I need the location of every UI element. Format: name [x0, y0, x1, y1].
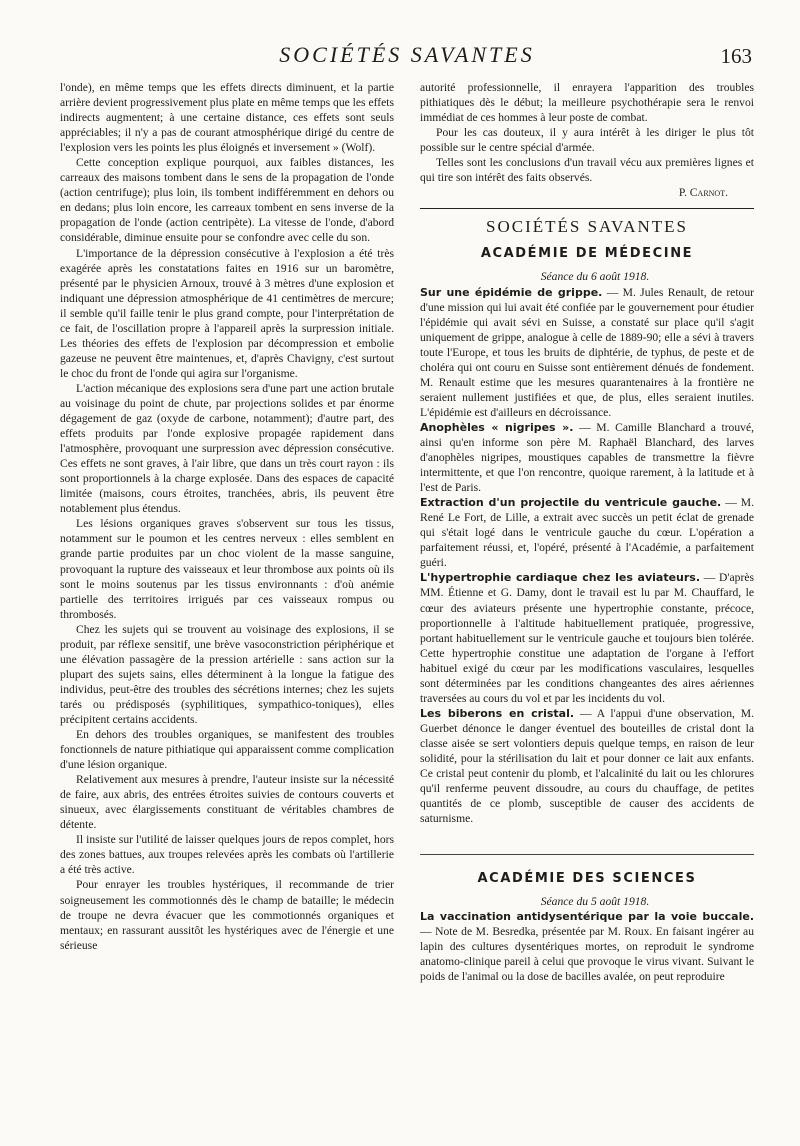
- item-text: — M. René Le Fort, de Lille, a extrait avec succès un petit éclat de grenade qui s'était logé dans le ventricule gauche du cœur. L'opération a parfaitement réussi, et, l'opéré, présenté à l'Académie, a parfaitement guéri.: [420, 496, 754, 570]
- paragraph: Relativement aux mesures à prendre, l'auteur insiste sur la nécessité de faire, aux abris, des entrées étroites suivies de contours couverts et sinueux, avec élargissements constituant de véritables chambres de détente.: [60, 773, 394, 832]
- seance-date: Séance du 5 août 1918.: [540, 895, 650, 909]
- seance-date: Séance du 6 août 1918.: [540, 270, 650, 284]
- page-number: 163: [720, 44, 752, 68]
- academie-medecine-title: ACADÉMIE DE MÉDECINE: [480, 246, 694, 262]
- item-heading: Anophèles « nigripes ».: [420, 420, 574, 434]
- news-item: [420, 285, 754, 420]
- right-column: [420, 80, 754, 985]
- item-text: — Note de M. Besredka, présentée par M. Roux. En faisant ingérer au lapin des cultures dysentériques mortes, on reproduit le syndrome anatomo-clinique pareil à celui que provoque le virus vivant. Suivant le poids de l'animal ou la dose de bacilles avalée, on peut reproduire: [420, 925, 754, 984]
- paragraph: Il insiste sur l'utilité de laisser quelques jours de repos complet, hors des zones battues, aux troupes relevées après les combats où l'artillerie a été très active.: [60, 833, 394, 877]
- news-item: [420, 909, 754, 984]
- paragraph: L'importance de la dépression consécutive à l'explosion a été très exagérée après les constatations faites en 1916 sur un baromètre, présenté par le physicien Arnoux, trouvé à 3 mètres d'une explosion et indiquant une dépression atmosphérique de 41 centimètres de mercure; il semble qu'il faille tenir le plus grand compte, pour l'interprétation de ce fait, de l'oscillation propre à l'appareil après la surpression initiale. Les théories des effets de l'explosion par décompression et embolie gazeuse ne peuvent être maintenues, et, d'après Chavigny, c'est surtout le choc du front de l'onde qui agira sur l'organisme.: [60, 246, 394, 380]
- paragraph: Les lésions organiques graves s'observent sur tous les tissus, notamment sur le poumon et les centres nerveux : elles semblent en grande partie produites par un choc violent de la masse sanguine, provoquant la rupture des vaisseaux et leur thrombose aux points où ils sont le moins soutenus par les tissus environnants : d'où anémie partielle des territoires irrigués par ces vaisseaux rompus ou thrombosés.: [60, 517, 394, 621]
- paragraph: En dehors des troubles organiques, se manifestent des troubles fonctionnels de nature pithiatique qui apparaissent comme complication d'une lésion organique.: [60, 728, 394, 772]
- section-title: SOCIÉTÉS SAVANTES: [486, 217, 688, 237]
- running-head: [60, 40, 754, 74]
- paragraph: l'onde), en même temps que les effets directs diminuent, et la partie arrière devient progressivement plus plate en même temps que les effets indirects augmentent; à une certaine distance, ces effets sont seuls appréciables; il n'y a pas de courant atmosphérique dirigé du centre de l'explosion vers les points les plus éloignés et inversement » (Wolf).: [60, 81, 394, 155]
- news-item: [420, 495, 754, 570]
- academie-sciences-title: ACADÉMIE DES SCIENCES: [477, 871, 697, 887]
- item-text: — A l'appui d'une observation, M. Guerbet dénonce le danger éventuel des bouteilles de cristal dont la classe aisée se sert volontiers depuis quelque temps, en raison de leur solidité, pour la stérilisation du lait et pour donner ce lait aux enfants. Ce cristal peut contenir du plomb, et l'alcalinité du lait ou les chlorures qu'il renferme peuvent dissoudre, au cours du chauffage, de petites quantités de ce plomb, susceptible de causer des accidents de saturnisme.: [420, 706, 754, 826]
- paragraph: Pour enrayer les troubles hystériques, il recommande de trier soigneusement les commotionnés dès le champ de bataille; le médecin de troupe ne devra évacuer que les commotionnés organiques et mentaux; en rassurant aussitôt les hystériques avec de l'énergie et une sérieuse: [60, 878, 394, 952]
- two-column-body: [60, 80, 754, 985]
- news-item: [420, 706, 754, 826]
- paragraph: autorité professionnelle, il enrayera l'apparition des troubles pithiatiques dès le début; la meilleure psychothérapie sera le renvoi immédiat de ces hommes à leur poste de combat.: [420, 81, 754, 125]
- item-heading: Les biberons en cristal.: [420, 706, 575, 720]
- left-column: [60, 80, 394, 985]
- subsection-divider: [420, 854, 754, 855]
- paragraph: Chez les sujets qui se trouvent au voisinage des explosions, il se produit, par réflexe sensitif, une brève vasoconstriction périphérique et une élévation passagère de la pression artérielle : sans action sur la plupart des sujets sains, elles déterminent à la longue la fatigue des individus, peut-être des troubles des sécrétions internes; chez les sujets tarés ou prédisposés (syphilitiques, sympathico-toniques), elles précipitent certains accidents.: [60, 622, 394, 726]
- item-heading: L'hypertrophie cardiaque chez les aviateurs.: [420, 571, 701, 585]
- item-text: — M. Camille Blanchard a trouvé, ainsi qu'en informe son père M. Raphaël Blanchard, des larves d'anophèles nigripes, moustiques capables de transmettre la fièvre intermittente, et que l'on rencontre, quoique rarement, à la latitude et à l'est de Paris.: [420, 420, 754, 495]
- item-heading: La vaccination antidysentérique par la voie buccale.: [420, 910, 754, 924]
- author-signature: P. Carnot.: [678, 186, 728, 200]
- item-text: — D'après MM. Étienne et G. Damy, dont le travail est lu par M. Chauffard, le cœur des aviateurs présente une hypertrophie constante, précoce, proportionnelle à l'altitude habituellement pratiquée, progressive, portant habituellement sur le ventricule gauche et toujours bien tolérée. Cette hypertrophie constitue une adaptation de l'organe à l'effort habituel exigé du cœur par les modifications vasculaires, lesquelles sont déterminées par les conditions changeantes des aires aériennes traversées au cours du vol et par les incidents du vol.: [420, 571, 754, 705]
- paragraph: L'action mécanique des explosions sera d'une part une action brutale au voisinage du point de chute, par projections solides et par énorme dégagement de gaz (oxyde de carbone, notamment); d'autre part, des effets produits par l'onde explosive propagée rapidement dans l'atmosphère, provoquant une surpression avec dépression consécutive. Ces effets ne sont graves, à l'air libre, que dans un très court rayon : ils sont proportionnels à la charge explosée. Dans des espaces de capacité limitée (maisons, cours étroites, tranchées, abris, ils peuvent être notablement plus étendus.: [60, 381, 394, 516]
- paragraph: Pour les cas douteux, il y aura intérêt à les diriger le plus tôt possible sur le centre spécial d'armée.: [420, 126, 754, 155]
- item-heading: Sur une épidémie de grippe.: [420, 285, 603, 299]
- paragraph: Cette conception explique pourquoi, aux faibles distances, les carreaux des maisons tombent dans le sens de la propagation de l'onde (action centrifuge); plus loin, ils tombent indifféremment en dehors ou en dedans; plus loin encore, les carreaux tombent en sens inverse de la propagation de l'onde (action centripète). La vitesse de l'onde, d'abord considérable, diminue ensuite pour se confondre avec celle du son.: [60, 156, 394, 245]
- paragraph: Telles sont les conclusions d'un travail vécu aux premières lignes et qui tire son intérêt des faits observés.: [420, 156, 754, 185]
- running-title: SOCIÉTÉS SAVANTES: [279, 42, 535, 67]
- news-item: [420, 570, 754, 705]
- section-divider: [420, 208, 754, 209]
- news-item: [420, 420, 754, 495]
- item-text: — M. Jules Renault, de retour d'une mission qui lui avait été confiée par le gouvernement pour étudier l'épidémie qui avait sévi en Suisse, a constaté sur place qu'il s'agit uniquement de grippe, analogue à celle de 1889-90; elle a sévi à travers toute l'Europe, et tous les bruits de diphtérie, de typhus, de peste et de choléra qui ont couru en Suisse sont entièrement dénués de fondement. M. Renault estime que les mesures quarantenaires à la frontière ne seraient nullement justifiées et que, de plus, elles seraient inutiles. L'épidémie est d'ailleurs en décroissance.: [420, 285, 754, 419]
- item-heading: Extraction d'un projectile du ventricule gauche.: [420, 496, 722, 510]
